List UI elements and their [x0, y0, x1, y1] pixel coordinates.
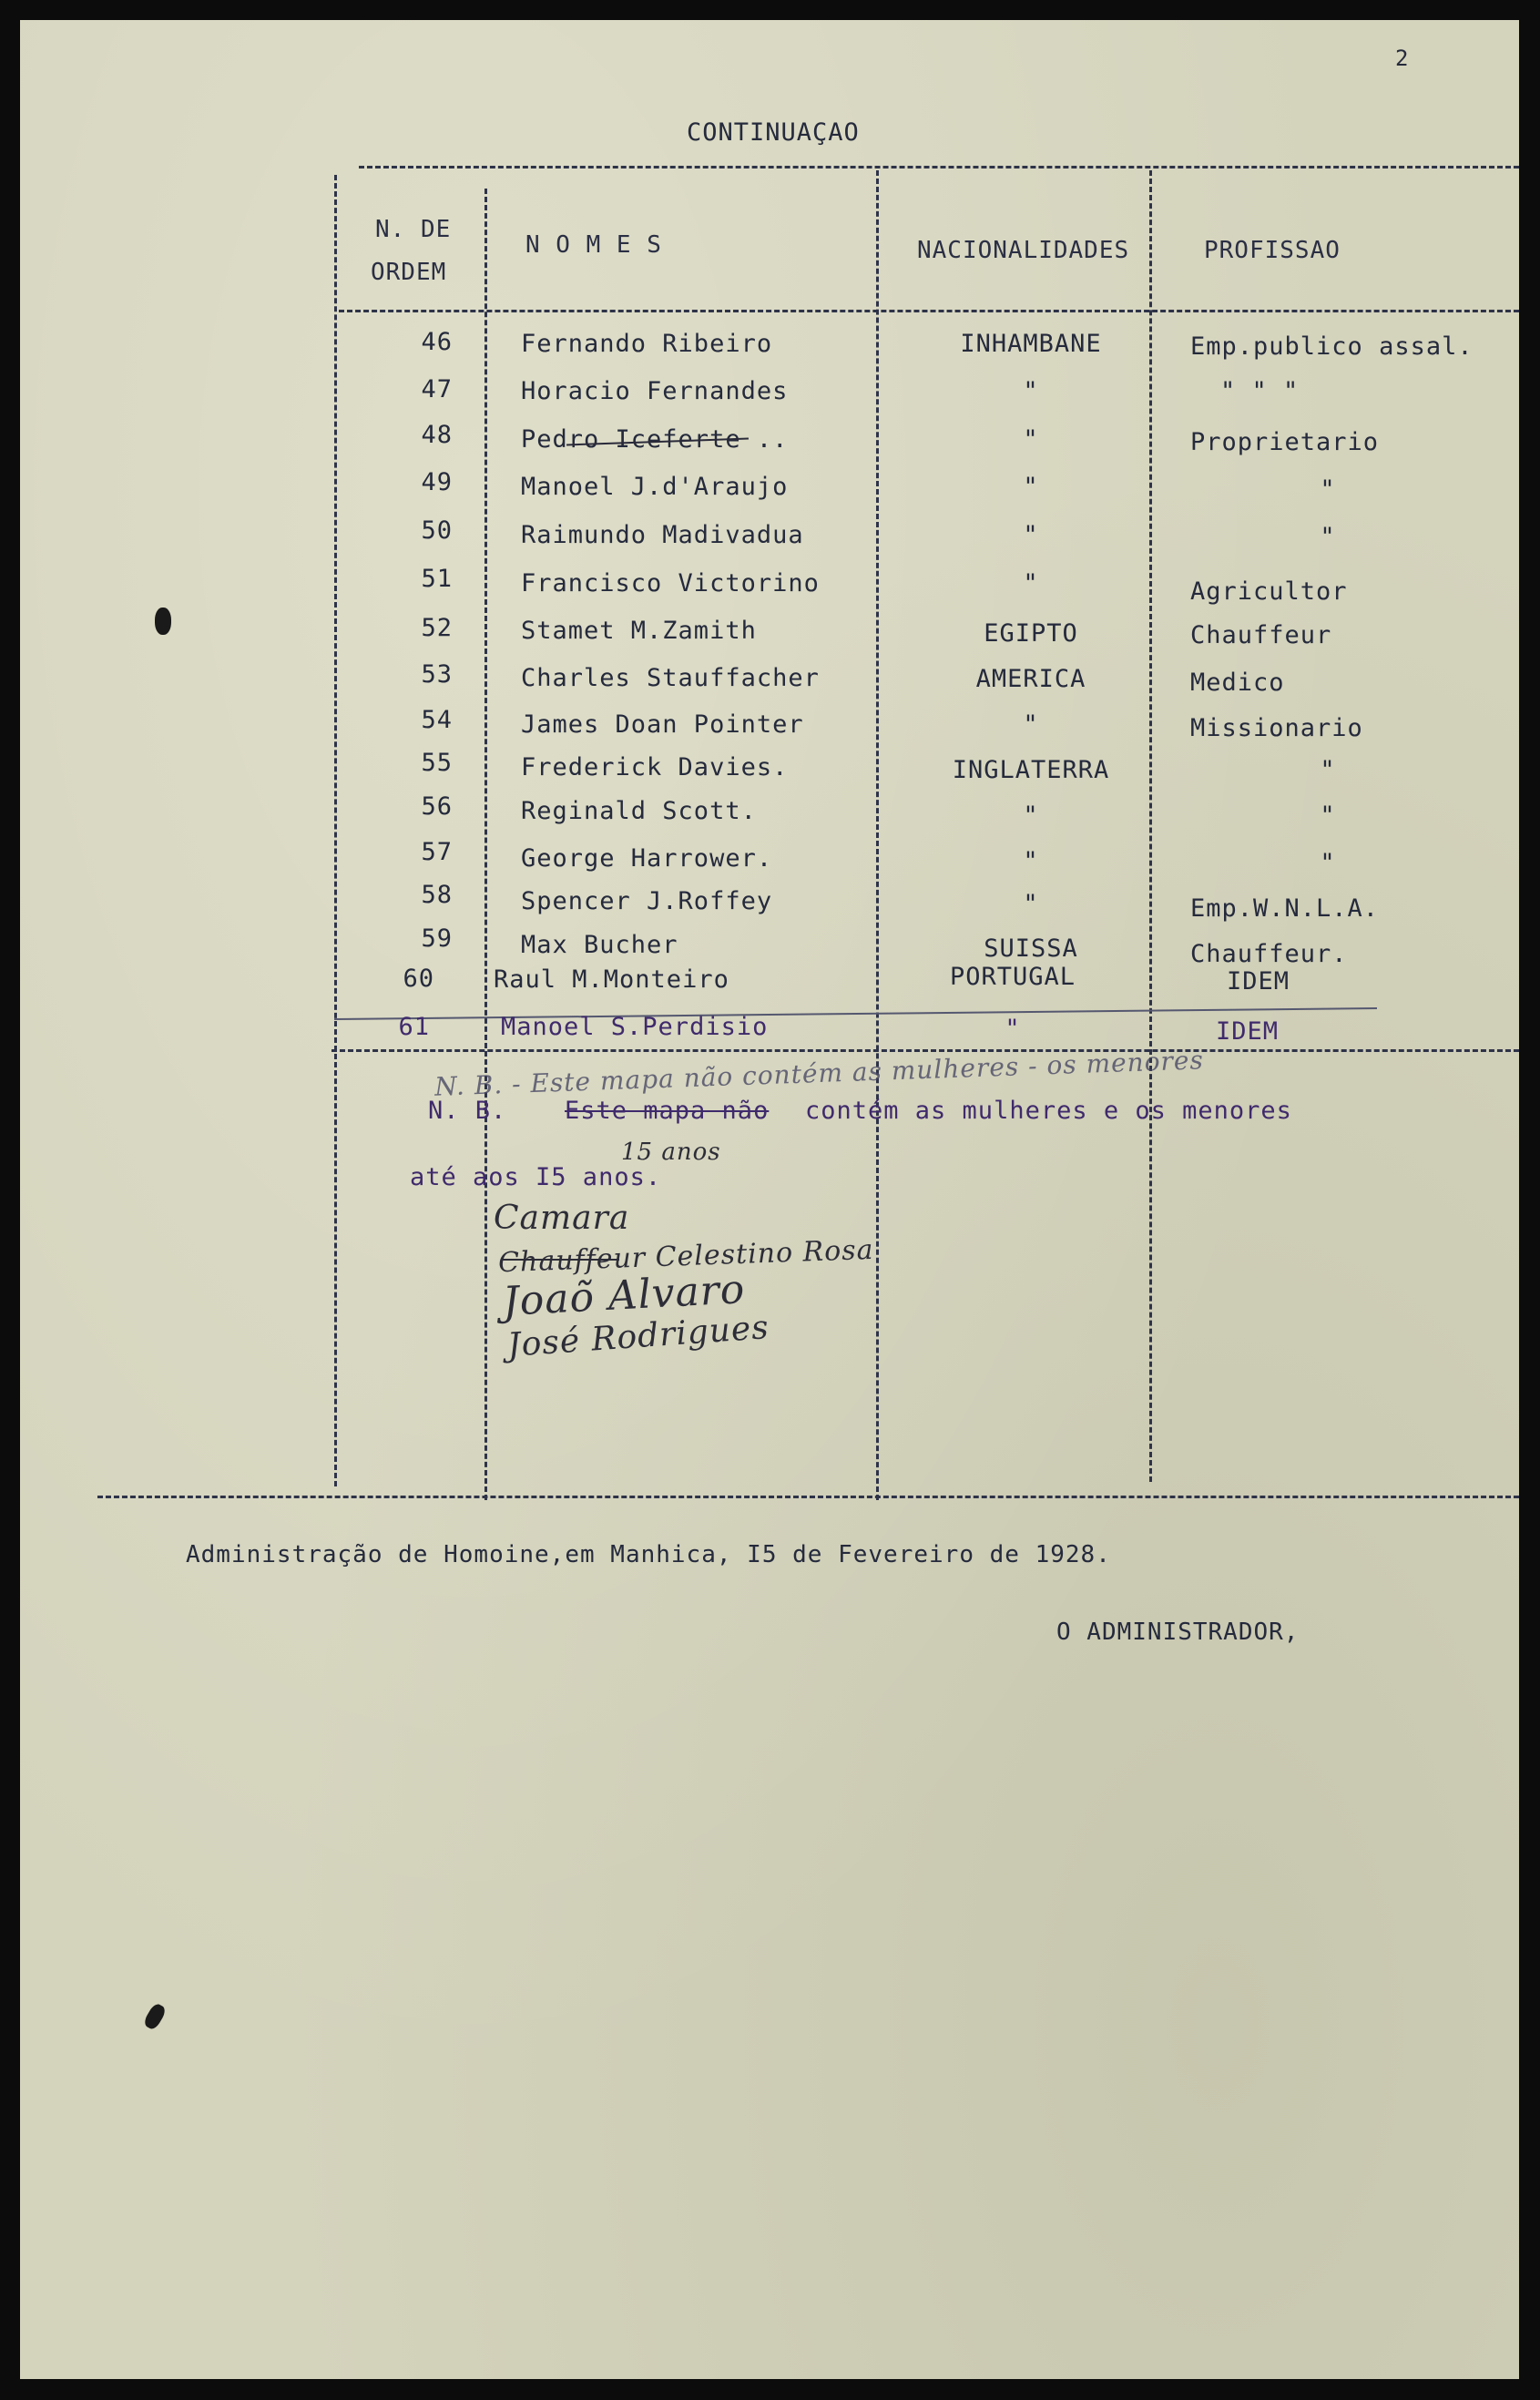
row-name: Raimundo Madivadua	[521, 521, 804, 549]
row-profession: Emp.W.N.L.A.	[1190, 894, 1380, 923]
handwritten-age: 15 anos	[621, 1139, 721, 1166]
header-ordem-line1: N. DE	[375, 216, 452, 243]
row-nationality: "	[1023, 425, 1039, 454]
row-number: 52	[421, 614, 453, 642]
handwritten-name: Camara	[494, 1200, 630, 1237]
handwritten-name: Joaõ Alvaro	[501, 1266, 747, 1325]
note-line2: até aos I5 anos.	[410, 1163, 662, 1191]
row-profession: "	[1320, 475, 1336, 504]
row-nationality: "	[1023, 847, 1039, 875]
row-number: 49	[421, 468, 453, 496]
row-profession: Missionario	[1190, 714, 1363, 742]
page-number: 2	[1395, 46, 1410, 71]
row-profession: "	[1320, 802, 1336, 830]
document-page	[20, 20, 1519, 2379]
place-date: Administração de Homoine,em Manhica, I5 de Fevereiro de 1928.	[186, 1541, 1111, 1568]
row-name: George Harrower.	[521, 844, 773, 873]
row-number: 57	[421, 838, 453, 866]
handwritten-name: José Rodrigues	[505, 1309, 770, 1364]
row-nationality: "	[1023, 802, 1039, 830]
row-profession: Chauffeur.	[1190, 940, 1348, 968]
row-nationality: "	[1023, 521, 1039, 549]
row-name: Manoel J.d'Araujo	[521, 473, 789, 501]
signature-title: O ADMINISTRADOR,	[1056, 1619, 1300, 1646]
row-profession: "	[1320, 756, 1336, 784]
row-name: Raul M.Monteiro	[494, 965, 729, 994]
row-nationality: AMERICA	[975, 665, 1086, 693]
row-nationality: EGIPTO	[984, 619, 1078, 648]
row-profession: IDEM	[1227, 967, 1290, 996]
handwritten-strike	[501, 1259, 619, 1261]
row-name: Max Bucher	[521, 931, 678, 959]
paper-tear-mark	[155, 608, 171, 635]
row-number: 48	[421, 421, 453, 449]
row-profession: "	[1320, 849, 1336, 877]
row-name: Stamet M.Zamith	[521, 617, 757, 645]
row-profession: Proprietario	[1190, 428, 1380, 456]
row-profession: IDEM	[1216, 1017, 1280, 1046]
row-number: 50	[421, 516, 453, 545]
row-name: Manoel S.Perdisio	[501, 1013, 769, 1041]
row-nationality: PORTUGAL	[949, 963, 1076, 991]
header-profissao: PROFISSAO	[1204, 237, 1341, 264]
row-name: James Doan Pointer	[521, 710, 804, 739]
row-nationality: "	[1023, 569, 1039, 597]
row-nationality: "	[1023, 473, 1039, 501]
note-prefix: N. B.	[428, 1097, 507, 1125]
row-number: 61	[398, 1013, 430, 1041]
row-nationality: SUISSA	[984, 934, 1078, 963]
row-name: Horacio Fernandes	[521, 377, 789, 405]
row-nationality: INHAMBANE	[960, 330, 1102, 358]
row-name: Charles Stauffacher	[521, 664, 820, 692]
row-nationality: "	[1005, 1015, 1021, 1043]
row-number: 54	[421, 706, 453, 734]
row-nationality: "	[1023, 377, 1039, 405]
row-number: 60	[403, 965, 434, 993]
header-ordem-line2: ORDEM	[371, 259, 447, 286]
row-number: 58	[421, 881, 453, 909]
row-name: Frederick Davies.	[521, 753, 789, 781]
row-number: 56	[421, 792, 453, 821]
row-name: Fernando Ribeiro	[521, 330, 773, 358]
row-profession: " " "	[1220, 377, 1300, 405]
row-nationality: "	[1023, 890, 1039, 918]
row-name: Pedro Iceferte ..	[521, 425, 789, 454]
handwritten-name: Chauffeur Celestino Rosa	[497, 1233, 875, 1280]
note-struck-text: Este mapa não	[565, 1097, 770, 1125]
row-number: 47	[421, 375, 453, 403]
row-number: 55	[421, 749, 453, 777]
row-number: 53	[421, 660, 453, 689]
row-profession: Agricultor	[1190, 577, 1348, 606]
row-name: Spencer J.Roffey	[521, 887, 773, 915]
page-title: CONTINUAÇAO	[687, 118, 860, 147]
row-number: 51	[421, 565, 453, 593]
header-nomes: N O M E S	[525, 231, 662, 259]
row-number: 59	[421, 924, 453, 953]
row-profession: Chauffeur	[1190, 621, 1332, 649]
row-name: Francisco Victorino	[521, 569, 820, 597]
row-profession: Medico	[1190, 669, 1285, 697]
row-profession: "	[1320, 523, 1336, 551]
note-text: contém as mulheres e os menores	[805, 1097, 1292, 1125]
row-number: 46	[421, 328, 453, 356]
row-profession: Emp.publico assal.	[1190, 332, 1474, 361]
handwritten-note-overline: N. B. - Este mapa não contém as mulheres - os menores	[433, 1045, 1205, 1102]
row-name: Reginald Scott.	[521, 797, 757, 825]
header-nacionalidades: NACIONALIDADES	[917, 237, 1130, 264]
paper-tear-mark	[142, 2002, 168, 2031]
row-nationality: "	[1023, 710, 1039, 739]
row-nationality: INGLATERRA	[952, 756, 1110, 784]
